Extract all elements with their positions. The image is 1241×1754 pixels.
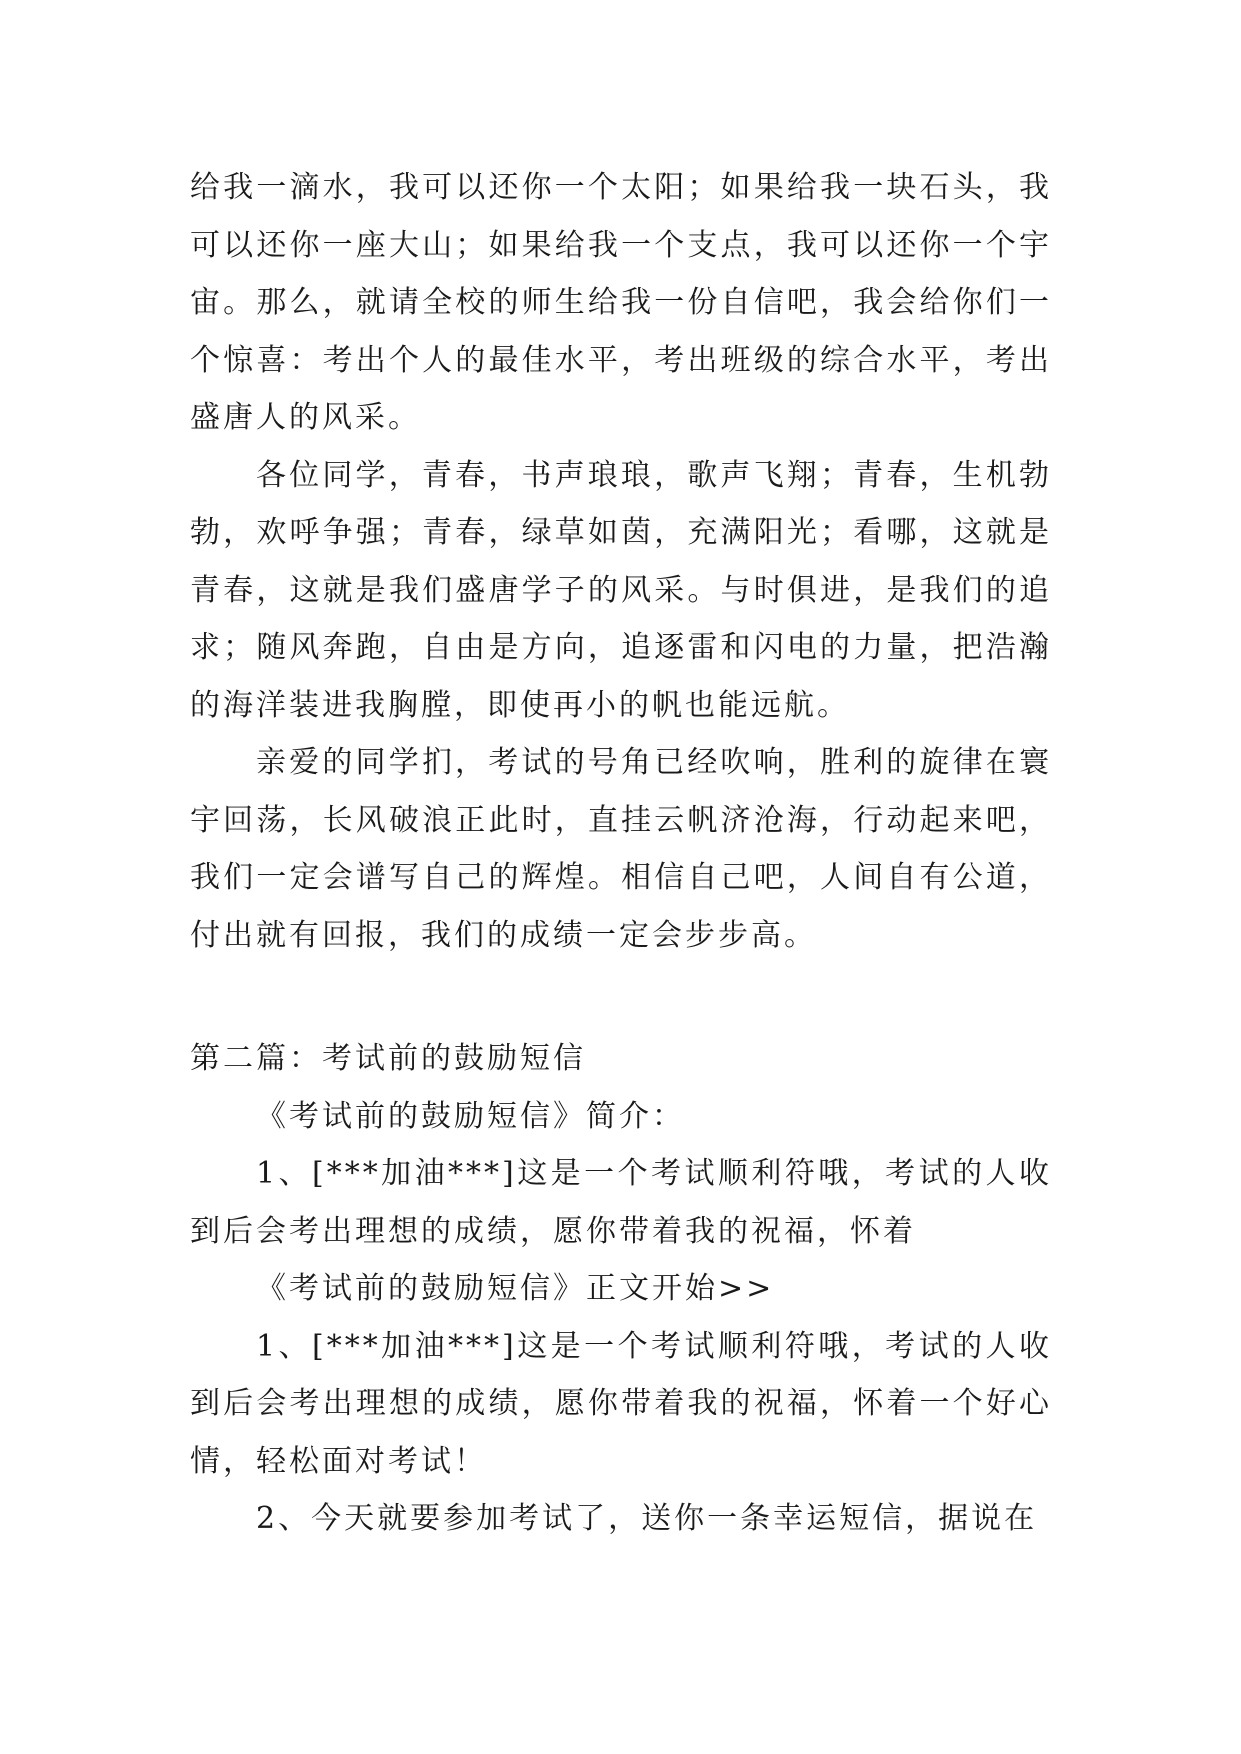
paragraph: 给我一滴水，我可以还你一个太阳；如果给我一块石头，我可以还你一座大山；如果给我一个支点，我可以还你一个宇宙。那么，就请全校的师生给我一份自信吧，我会给你们一个惊喜：考出个人的最佳水平，考出班级的综合水平，考出盛唐人的风采。 — [190, 170, 1052, 435]
paragraph: 1、[***加油***]这是一个考试顺利符哦，考试的人收到后会考出理想的成绩，愿你带着我的祝福，怀着 — [190, 1156, 1052, 1249]
section-heading: 第二篇：考试前的鼓励短信 — [190, 1041, 586, 1076]
section-2-body — [190, 1030, 1052, 1548]
paragraph: 《考试前的鼓励短信》简介： — [256, 1098, 685, 1134]
paragraph: 亲爱的同学扪，考试的号角已经吹响，胜利的旋律在寰宇回荡，长风破浪正此时，直挂云帆济沧海，行动起来吧，我们一定会谱写自己的辉煌。相信自己吧，人间自有公道，付出就有回报，我们的成绩一定会步步高。 — [190, 745, 1052, 953]
paragraph: 《考试前的鼓励短信》正文开始>> — [256, 1271, 775, 1306]
paragraph: 1、[***加油***]这是一个考试顺利符哦，考试的人收到后会考出理想的成绩，愿你带着我的祝福，怀着一个好心情，轻松面对考试！ — [190, 1328, 1052, 1479]
paragraph: 2、今天就要参加考试了，送你一条幸运短信，据说在 — [256, 1501, 1038, 1536]
section-1-body — [190, 159, 1052, 964]
paragraph: 各位同学，青春，书声琅琅，歌声飞翔；青春，生机勃勃，欢呼争强；青春，绿草如茵，充满阳光；看哪，这就是青春，这就是我们盛唐学子的风采。与时俱进，是我们的追求；随风奔跑，自由是方向，追逐雷和闪电的力量，把浩瀚的海洋装进我胸膛，即使再小的帆也能远航。 — [190, 457, 1052, 723]
